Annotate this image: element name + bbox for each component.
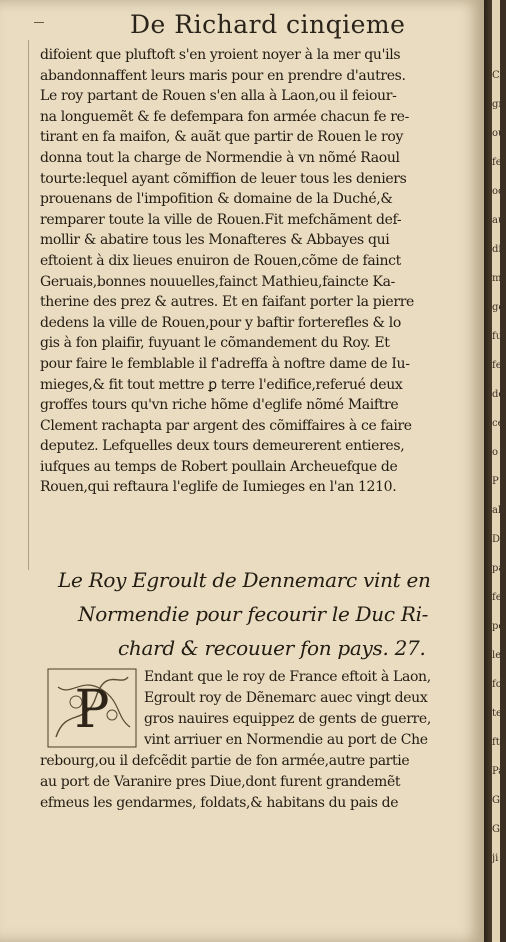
adjacent-page-fragment: fer <box>492 592 506 603</box>
paragraph1-line: mollir & abatire tous les Monafteres & Abbayes qui <box>40 232 390 249</box>
paragraph1-line: gis à fon plaifir, fuyuant le cõmandement du Roy. Et <box>40 335 390 352</box>
margin-tick <box>34 22 44 23</box>
adjacent-page-fragment: Cl <box>492 70 503 81</box>
paragraph1-line: tirant en fa maifon, & auãt que partir de Rouen le roy <box>40 129 404 146</box>
adjacent-page-fragment: ce <box>492 418 504 429</box>
paragraph-2 <box>40 667 476 814</box>
paragraph2-line: rebourg,ou il defcẽdit partie de fon armée,autre partie <box>40 753 410 769</box>
paragraph2-line: Egroult roy de Dẽnemarc auec vingt deux <box>144 690 428 706</box>
paragraph1-line: Rouen,qui reftaura l'eglife de Iumieges en l'an 1210. <box>40 479 397 496</box>
adjacent-page-fragment: fe <box>492 157 502 168</box>
adjacent-page-fragment: de <box>492 389 505 400</box>
paragraph1-line: deputez. Lefquelles deux tours demeurerent entieres, <box>40 438 405 455</box>
paragraph1-line: iufques au temps de Robert poullain Archeuefque de <box>40 458 398 475</box>
paragraph1-line: donna tout la charge de Normendie à vn nõmé Raoul <box>40 149 400 166</box>
adjacent-page-fragment: o <box>492 447 499 458</box>
margin-rule <box>28 40 29 570</box>
adjacent-page-fragment: D <box>492 534 501 545</box>
adjacent-page-fragment: fo <box>492 679 502 690</box>
paragraph1-line: groffes tours qu'vn riche hõme d'eglife nõmé Maiftre <box>40 397 399 414</box>
paragraph1-line: therine des prez & autres. Et en faifant porter la pierre <box>40 294 414 311</box>
adjacent-page-fragment: gr <box>492 99 504 110</box>
paragraph1-line: Clement rachapta par argent des cõmiffaires à ce faire <box>40 417 412 434</box>
drop-cap-letter: P <box>74 680 110 740</box>
adjacent-page-fragment: fu <box>492 331 503 342</box>
adjacent-page-fragment: fti <box>492 737 503 748</box>
paragraph1-line: eftoient à dix lieues enuiron de Rouen,cõme de fainct <box>40 252 401 269</box>
paragraph1-line: mieges,& fit tout mettre ꝑ terre l'edifice,referué deux <box>40 376 403 393</box>
paragraph2-line: au port de Varanire pres Diue,dont furent grandemẽt <box>40 774 401 790</box>
adjacent-page-fragment: pa <box>492 563 505 574</box>
paragraph2-line: gros nauires equippez de gents de guerre, <box>144 711 431 727</box>
adjacent-page-fragment: po <box>492 621 505 632</box>
paragraph1-line: tourte:lequel ayant cõmiffion de leuer tous les deniers <box>40 170 407 187</box>
adjacent-page-fragment: G <box>492 824 500 835</box>
adjacent-page-fragment: P <box>492 476 499 487</box>
adjacent-page-edge <box>492 0 506 942</box>
adjacent-page-fragment: ab <box>492 505 505 516</box>
paragraph-1 <box>40 45 476 498</box>
adjacent-page-fragment: Gu <box>492 795 506 806</box>
running-header: De Richard cinqieme <box>130 10 406 39</box>
adjacent-page-fragment: les <box>492 650 506 661</box>
chapter_title-line: Normendie pour fecourir le Duc Ri- <box>78 602 429 626</box>
book-gutter <box>484 0 492 942</box>
adjacent-page-fragment: ji <box>492 853 499 864</box>
paragraph1-line: prouenans de l'impofition & domaine de la Duché,& <box>40 191 393 208</box>
adjacent-page-fragment: ou <box>492 128 505 139</box>
chapter-title <box>58 563 478 665</box>
adjacent-page-fragment: ge <box>492 302 505 313</box>
adjacent-page-fragment: fe <box>492 360 502 371</box>
paragraph2-line: efmeus les gendarmes, foldats,& habitans du pais de <box>40 795 399 811</box>
chapter_title-line: Le Roy Egroult de Dennemarc vint en <box>58 568 431 592</box>
chapter_title-line: chard & recouuer fon pays. 27. <box>118 636 426 660</box>
adjacent-page-fragment: au <box>492 215 505 226</box>
paragraph1-line: pour faire le femblable il f'adreffa à noftre dame de Iu- <box>40 355 410 372</box>
adjacent-page-fragment: te <box>492 708 502 719</box>
paragraph1-line: difoient que pluftoft s'en yroient noyer à la mer qu'ils <box>40 47 401 63</box>
paragraph1-line: na longuemẽt & fe defempara fon armée chacun fe re- <box>40 108 409 125</box>
paragraph1-line: abandonnaffent leurs maris pour en prendre d'autres. <box>40 67 406 84</box>
paragraph1-line: dedens la ville de Rouen,pour y baftir forterefles & lo <box>40 314 401 331</box>
adjacent-page-fragment: Pa <box>492 766 505 777</box>
adjacent-page-fragment: di <box>492 244 502 255</box>
paragraph2-line: Endant que le roy de France eftoit à Laon, <box>144 669 431 685</box>
paragraph1-line: Le roy partant de Rouen s'en alla à Laon,ou il feiour- <box>40 88 397 105</box>
adjacent-page-fragment: m <box>492 273 502 284</box>
paragraph1-line: remparer toute la ville de Rouen.Fit mefchãment def- <box>40 211 402 228</box>
paragraph1-line: Geruais,bonnes nouuelles,fainct Mathieu,faincte Ka- <box>40 273 396 290</box>
paragraph2-line: vint arriuer en Normendie au port de Che <box>144 732 428 748</box>
adjacent-page-fragment: oc <box>492 186 504 197</box>
